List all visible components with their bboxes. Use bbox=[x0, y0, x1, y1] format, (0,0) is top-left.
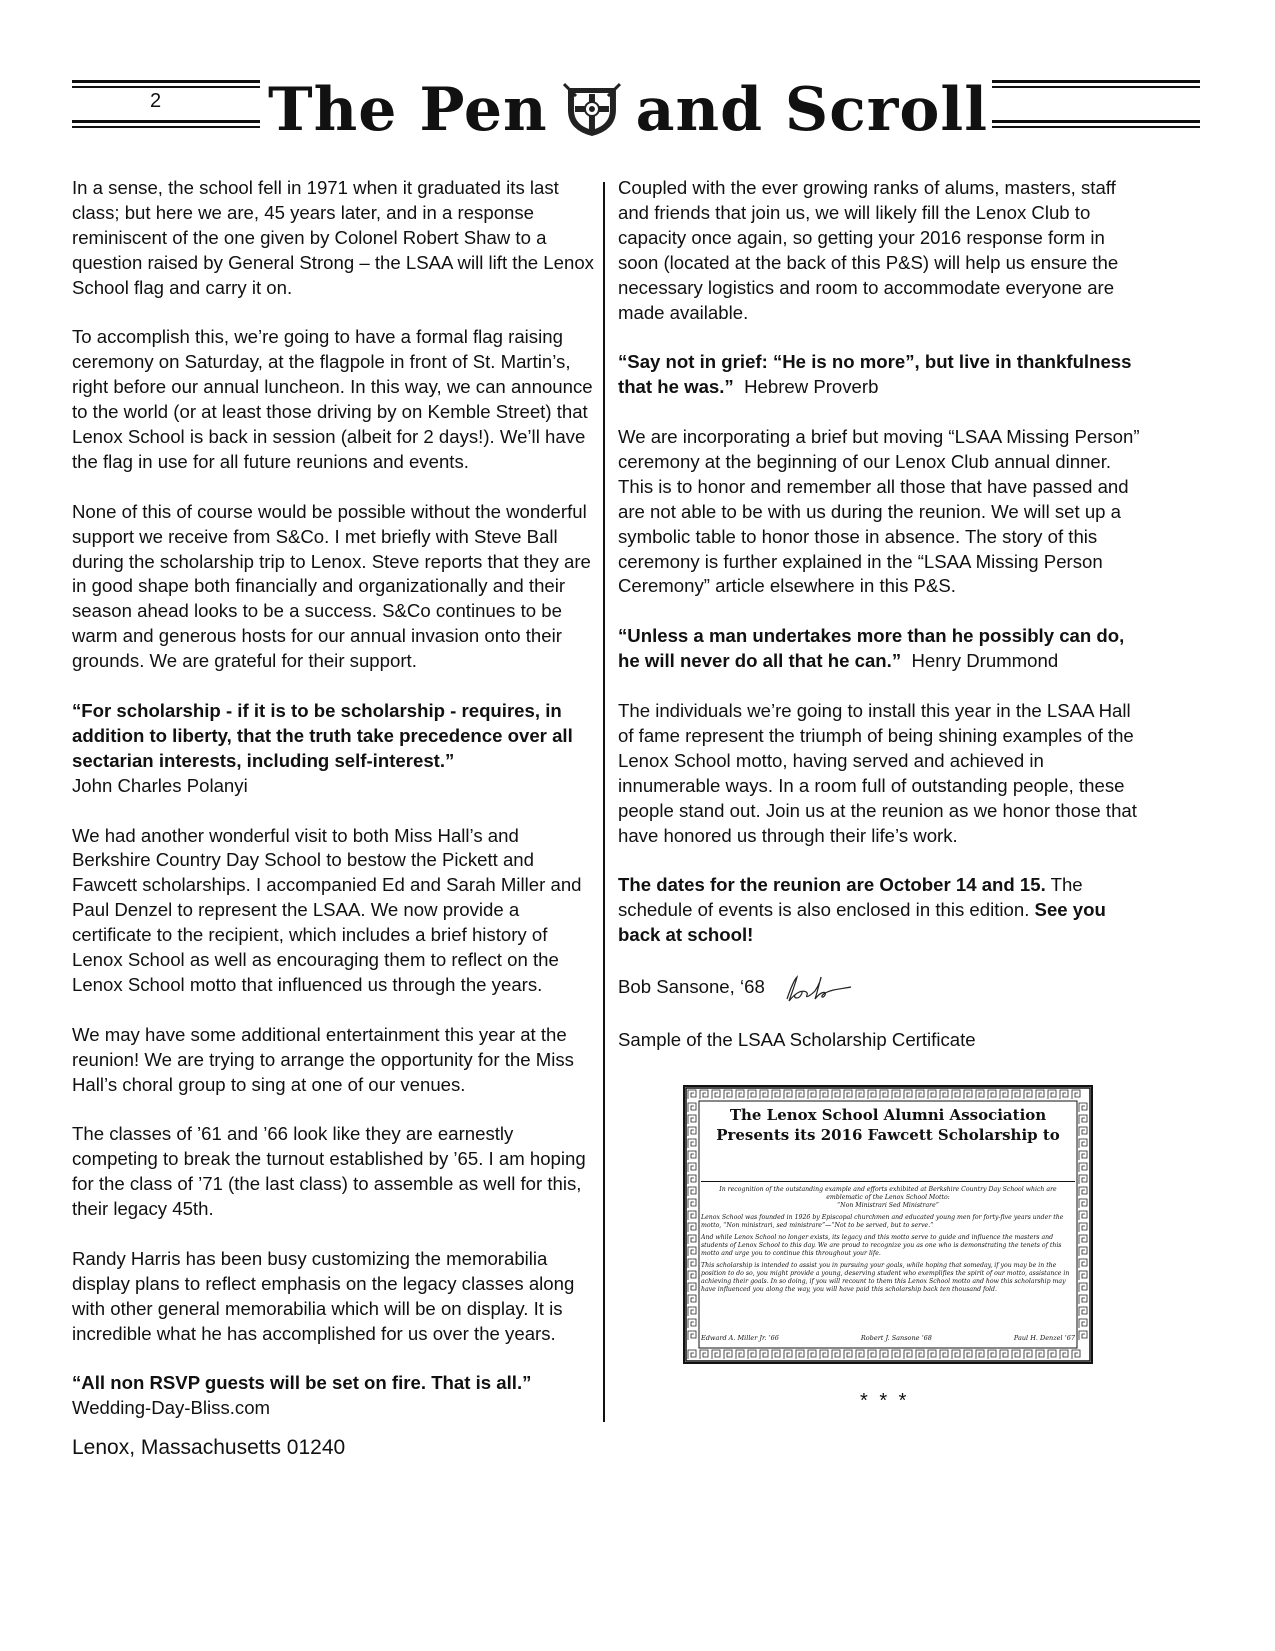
scholarship-certificate bbox=[683, 1085, 1093, 1364]
dates-rest: The schedule of events is also enclosed in this edition. bbox=[618, 874, 1083, 921]
paragraph: None of this of course would be possible without the wonderful support we receive from S&Co. I met briefly with Steve Ball during the scholarship trip to Lenox. Steve reports that they are in good shape both financially and organizationally and their season ahead looks to be a success. S&Co continues to be warm and generous hosts for our annual invasion onto their grounds. We are grateful for their support. bbox=[72, 500, 591, 672]
handwritten-signature-icon bbox=[781, 973, 853, 1003]
quote-author: Hebrew Proverb bbox=[744, 376, 879, 398]
footer-address: Lenox, Massachusetts 01240 bbox=[72, 1436, 346, 1459]
certificate-body bbox=[701, 1103, 1075, 1346]
signoff bbox=[618, 973, 1148, 1003]
right-column bbox=[618, 176, 1148, 1078]
certificate-caption: Sample of the LSAA Scholarship Certificate bbox=[618, 1028, 976, 1050]
paragraph: Coupled with the ever growing ranks of alums, masters, staff and friends that join us, we will likely fill the Lenox Club to capacity once again, so getting your 2016 response form in soon (located at the back of this P&S) will help us ensure the necessary logistics and room to accommodate everyone are made available. bbox=[618, 177, 1119, 323]
certificate-purpose: This scholarship is intended to assist you in pursuing your goals, while hoping that someday, if you may be in the position to do so, you might provide a young, deserving student who exemplifies the spirit of our motto, assistance in achieving their goals. In so doing, if you will recount to them this Lenox School motto and how this scholarship may have influenced you along the way, you will have paid this scholarship back ten thousand fold. bbox=[701, 1262, 1070, 1293]
quote-text: “All non RSVP guests will be set on fire. That is all.” bbox=[72, 1372, 532, 1394]
quote-author: Henry Drummond bbox=[911, 650, 1059, 672]
see-you-text: See you back at school! bbox=[618, 899, 1106, 946]
certificate-legacy: And while Lenox School no longer exists, its legacy and this motto serve to guide and influence the masters and students of Lenox School to this day. We are proud to recognize you as one who is demonstrating the tenets of this motto and urge you to continue this throughout your life. bbox=[701, 1234, 1062, 1257]
certificate-signatures bbox=[701, 1334, 1075, 1342]
column-divider bbox=[603, 182, 605, 1422]
masthead-rules-right bbox=[992, 80, 1200, 126]
certificate-title bbox=[701, 1105, 1075, 1145]
masthead-rules-left bbox=[72, 80, 260, 126]
quote-block bbox=[618, 624, 1148, 674]
quote-text: “For scholarship - if it is to be scholarship - requires, in addition to liberty, that the truth take precedence over all sectarian interests, including self-interest.” bbox=[72, 699, 573, 771]
dates-paragraph bbox=[618, 873, 1148, 948]
certificate-history: Lenox School was founded in 1926 by Episcopal churchmen and educated young men for forty-five years under the motto, “Non ministrari, sed ministrare”—“Not to be served, but to serve.” bbox=[701, 1214, 1064, 1229]
left-column bbox=[72, 176, 602, 1446]
quote-text: “Say not in grief: “He is no more”, but live in thankfulness that he was.” bbox=[618, 351, 1132, 398]
paragraph: We are incorporating a brief but moving “LSAA Missing Person” ceremony at the beginning of our Lenox Club annual dinner. This is to honor and remember all those that have passed and are not able to be with us during the reunion. We will set up a symbolic table to honor those in absence. The story of this ceremony is further explained in the “LSAA Missing Person Ceremony” article elsewhere in this P&S. bbox=[618, 426, 1140, 597]
quote-author: John Charles Polanyi bbox=[72, 774, 248, 796]
paragraph: We may have some additional entertainment this year at the reunion! We are trying to arrange the opportunity for the Miss Hall’s choral group to sing at one of our venues. bbox=[72, 1023, 574, 1095]
dates-text: The dates for the reunion are October 14 and 15. bbox=[618, 874, 1046, 896]
paragraph: To accomplish this, we’re going to have a formal flag raising ceremony on Saturday, at the flagpole in front of St. Martin’s, right before our annual luncheon. In this way, we can announce to the world (or at least those driving by on Kemble Street) that Lenox School is back in session (albeit for 2 days!). We’ll have the flag in use for all future reunions and events. bbox=[72, 326, 593, 472]
paragraph: Randy Harris has been busy customizing the memorabilia display plans to reflect emphasis on the legacy classes along with other general memorabilia which will be on display. It is incredible what he has accomplished for us over the years. bbox=[72, 1247, 575, 1344]
paragraph: We had another wonderful visit to both Miss Hall’s and Berkshire Country Day School to bestow the Pickett and Fawcett scholarships. I accompanied Ed and Sarah Miller and Paul Denzel to represent the LSAA. We now provide a certificate to the recipient, which includes a brief history of Lenox School as well as encouraging them to reflect on the Lenox School motto that influenced us through the years. bbox=[72, 824, 582, 995]
paragraph: In a sense, the school fell in 1971 when it graduated its last class; but here we are, 45 years later, and in a response reminiscent of the one given by Colonel Robert Shaw to a question raised by General Strong – the LSAA will lift the Lenox School flag and carry it on. bbox=[72, 177, 594, 298]
quote-block bbox=[72, 699, 602, 799]
signature-name: Paul H. Denzel ’67 bbox=[1013, 1334, 1075, 1342]
recognition-text: In recognition of the outstanding example and efforts exhibited at Berkshire Country Day School which are emblematic of the Lenox School Motto: bbox=[719, 1186, 1057, 1201]
certificate-recognition bbox=[701, 1186, 1075, 1210]
motto-text: “Non Ministrari Sed Ministrare” bbox=[837, 1202, 939, 1209]
masthead bbox=[72, 72, 1200, 152]
certificate-title-line: Presents its 2016 Fawcett Scholarship to bbox=[716, 1126, 1060, 1144]
signature-name: Robert J. Sansone ’68 bbox=[860, 1334, 932, 1342]
quote-text: “Unless a man undertakes more than he possibly can do, he will never do all that he can.” bbox=[618, 625, 1125, 672]
section-separator: * * * bbox=[860, 1390, 910, 1412]
quote-block bbox=[72, 1371, 602, 1421]
recipient-line bbox=[701, 1181, 1075, 1182]
certificate-title-line: The Lenox School Alumni Association bbox=[729, 1106, 1047, 1124]
school-crest-icon bbox=[562, 80, 622, 140]
title-right: and Scroll bbox=[635, 75, 988, 145]
paragraph: The individuals we’re going to install this year in the LSAA Hall of fame represent the triumph of being shining examples of the Lenox School motto, having served and achieved in innumerable ways. In a room full of outstanding people, these people stand out. Join us at the reunion as we honor those that have honored us through their life’s work. bbox=[618, 699, 1137, 846]
page-number: 2 bbox=[150, 90, 162, 112]
signoff-text: Bob Sansone, ‘68 bbox=[618, 975, 765, 997]
paragraph: The classes of ’61 and ’66 look like they are earnestly competing to break the turnout established by ’65. I am hoping for the class of ’71 (the last class) to assemble as well for this, their legacy 45th. bbox=[72, 1123, 586, 1220]
quote-block bbox=[618, 350, 1148, 400]
newsletter-title bbox=[268, 72, 988, 148]
quote-author: Wedding-Day-Bliss.com bbox=[72, 1397, 271, 1419]
signature-name: Edward A. Miller Jr. ’66 bbox=[701, 1334, 779, 1342]
title-left: The Pen bbox=[268, 75, 548, 145]
